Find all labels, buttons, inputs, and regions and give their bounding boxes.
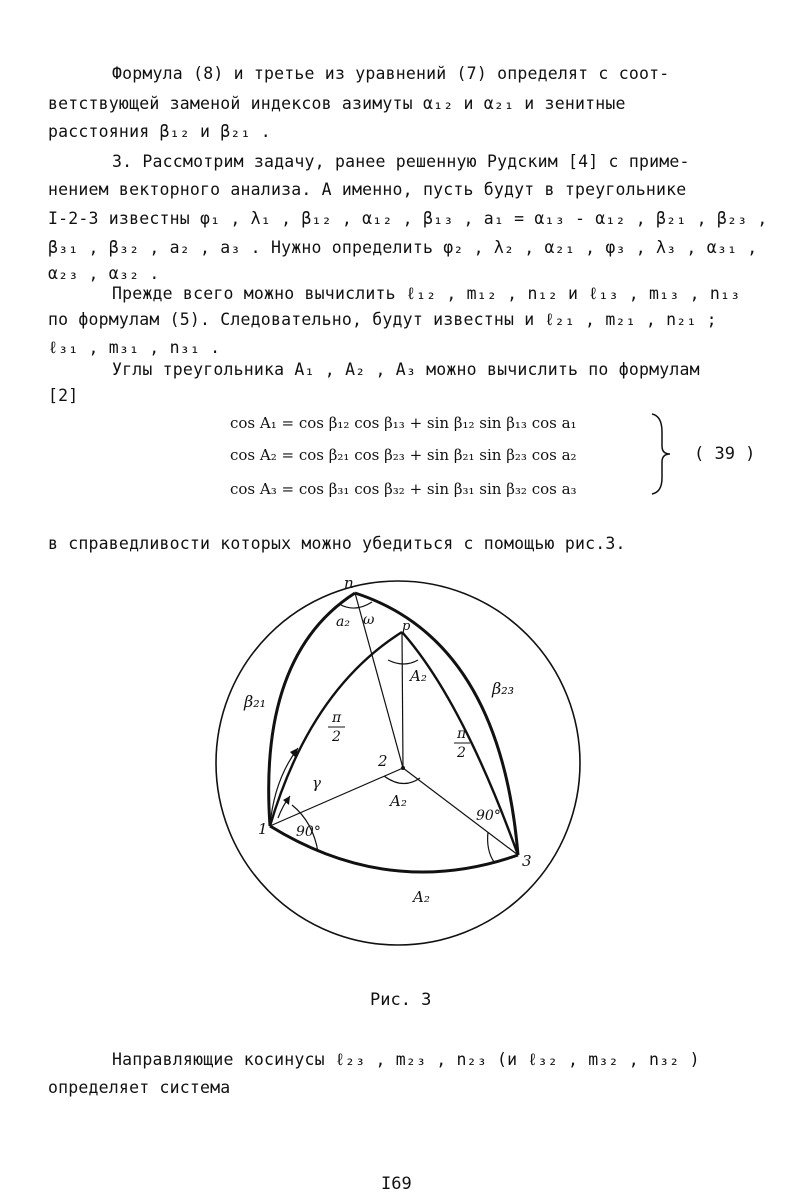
label-pi-right-den: 2 [457,745,466,761]
node-2-dot [401,766,405,770]
p2-line4: β₃₁ , β₃₂ , a₂ , a₃ . Нужно определить φ₂ , λ₂ , α₂₁ , φ₃ , λ₃ , α₃₁ , [48,238,758,257]
label-node-2: 2 [378,752,388,770]
equation-2: cos A₂ = cos β₂₁ cos β₂₃ + sin β₂₁ sin β₂₃ cos a₂ [230,446,577,464]
p1-line2: ветствующей заменой индексов азимуты α₁₂ и α₂₁ и зенитные [48,94,626,113]
figure-caption: Рис. 3 [370,990,432,1010]
label-beta21: β₂₁ [244,692,267,711]
angle-arc-p [388,660,418,664]
p3-line1: Прежде всего можно вычислить ℓ₁₂ , m₁₂ , n₁₂ и ℓ₁₃ , m₁₃ , n₁₃ [112,284,741,303]
p2-line1: 3. Рассмотрим задачу, ранее решенную Рудским [4] с приме- [112,152,690,171]
p6-line1: Направляющие косинусы ℓ₂₃ , m₂₃ , n₂₃ (и ℓ₃₂ , m₃₂ , n₃₂ ) [112,1050,700,1069]
p1-line1: Формула (8) и третье из уравнений (7) определят с соот- [112,64,670,83]
equation-number: ( 39 ) [694,444,756,464]
label-90-left: 90° [296,824,321,840]
angle-arc-n [339,602,372,608]
label-gamma: γ [312,774,321,792]
p1-line3: расстояния β₁₂ и β₂₁ . [48,122,271,141]
gamma-arrowhead-short [283,796,290,805]
p6-line2: определяет система [48,1078,231,1097]
p4-line1: Углы треугольника A₁ , A₂ , A₃ можно вычислить по формулам [112,360,700,379]
label-p: p [402,619,411,634]
p2-line2: нением векторного анализа. А именно, пусть будут в треугольнике [48,180,687,199]
equation-3: cos A₃ = cos β₃₁ cos β₃₂ + sin β₃₁ sin β₃₂ cos a₃ [230,480,577,498]
p2-line5: α₂₃ , α₃₂ . [48,264,160,283]
label-node-1: 1 [258,820,268,838]
label-n: n [344,574,354,592]
label-beta23: β₂₃ [492,679,515,698]
p3-line2: по формулам (5). Следовательно, будут известны и ℓ₂₁ , m₂₁ , n₂₁ ; [48,310,717,329]
label-A2-bottom: A₂ [413,888,430,906]
p2-line3: I-2-3 известны φ₁ , λ₁ , β₁₂ , α₁₂ , β₁₃ , a₁ = α₁₃ - α₁₂ , β₂₁ , β₂₃ , [48,209,768,228]
label-a2: a₂ [336,614,350,630]
page-number: I69 [381,1174,412,1194]
label-A2-center: A₂ [390,792,407,810]
label-node-3: 3 [522,852,532,870]
label-90-right: 90° [476,808,501,824]
label-pi-right-num: π [457,726,467,742]
label-omega: ω [363,612,375,628]
p5-line1: в справедливости которых можно убедиться с помощью рис.3. [48,534,626,553]
label-pi-left-den: 2 [332,729,341,745]
label-pi-left-num: π [332,710,342,726]
line-p-2 [402,632,403,768]
equation-1: cos A₁ = cos β₁₂ cos β₁₃ + sin β₁₂ sin β₁₃ cos a₁ [230,414,577,432]
p4-line2: [2] [48,386,79,405]
label-A2-top: A₂ [410,667,427,685]
p3-line3: ℓ₃₁ , m₃₁ , n₃₁ . [48,338,221,357]
